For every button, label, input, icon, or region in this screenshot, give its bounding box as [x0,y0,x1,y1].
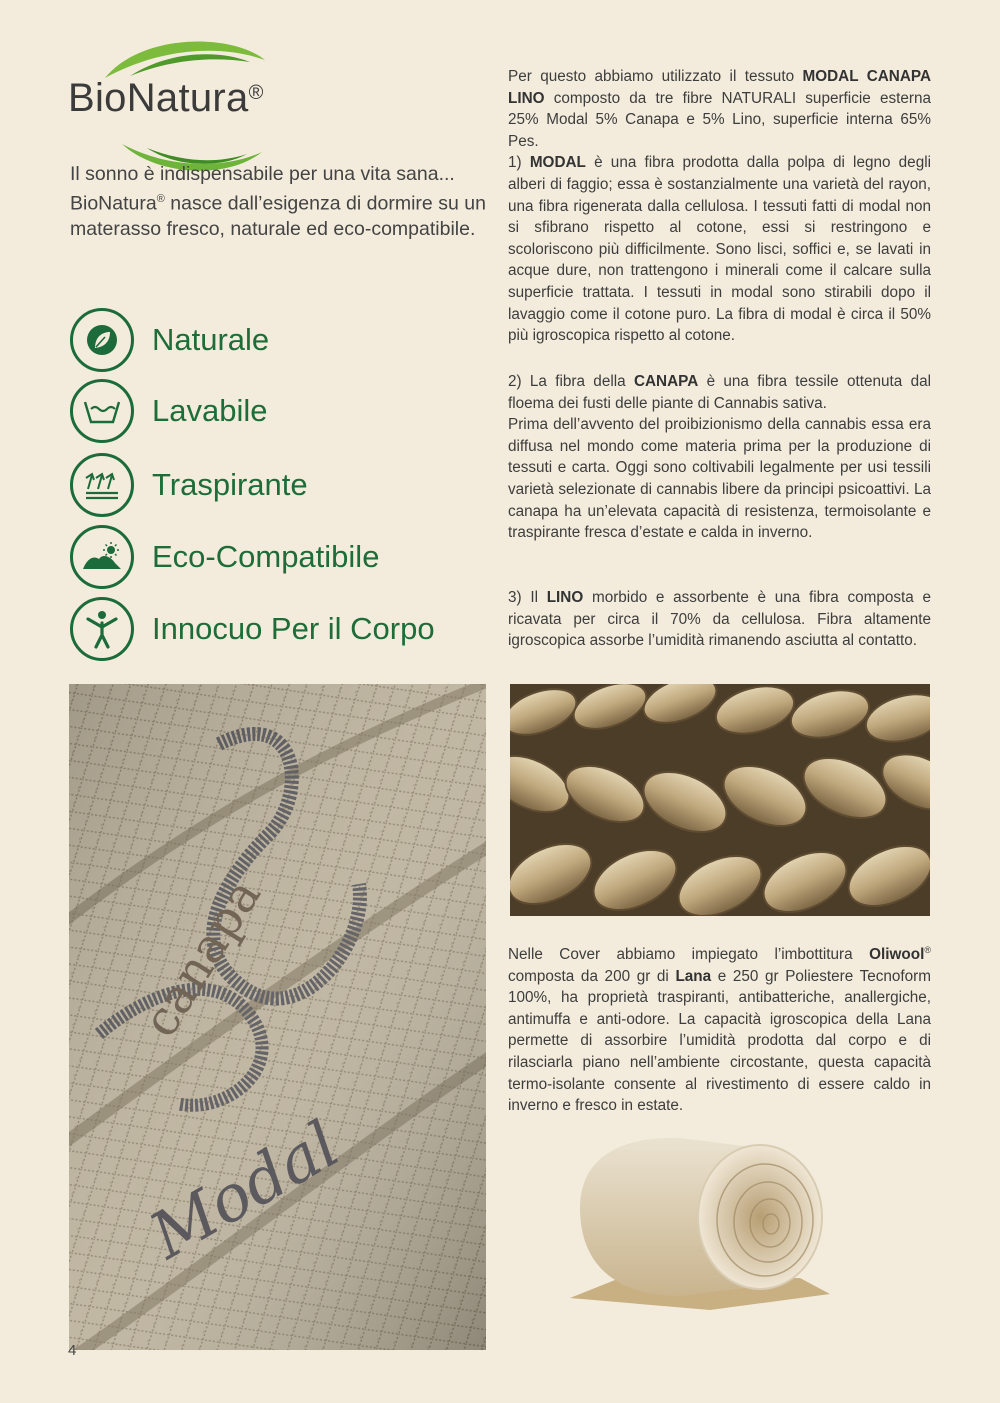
eco-landscape-icon [70,525,134,589]
page-number: 4 [68,1342,77,1359]
bionatura-logo [62,38,312,148]
feature-innocuo: Innocuo Per il Corpo [70,595,435,663]
breathable-icon [70,453,134,517]
feature-naturale: Naturale [70,306,269,374]
oliwool-description: Nelle Cover abbiamo impiegato l’imbottitura Oliwool® composta da 200 gr di Lana e 250 gr Poliestere Tecnoform 100%, ha proprietà traspiranti, antibatteriche, anallergiche, antimuffa e anti-odore. La capacità igroscopica della Lana permette di assorbire l’umidità prodotta dal corpo e di rilasciarla piano nell’ambiente circostante, questa capacità termo-isolante consente al rivestimento di essere caldo in inverno e fresco in estate. [508,945,931,1115]
feature-lavabile: Lavabile [70,377,267,445]
lino-description: 3) Il LINO morbido e assorbente è una fibra composta e ricavata per circa il 70% da cellulosa. Fibra altamente igroscopica assorbe l’umidità rimanendo asciutta al contatto. [508,589,932,650]
fabric-description: Per questo abbiamo utilizzato il tessuto MODAL CANAPA LINO composto da tre fibre NATURALI superficie esterna 25% Modal 5% Canapa e 5% Lino, superficie interna 65% Pes. 1) MODAL è una fibra prodotta dalla polpa di legno degli alberi di faggio; essa è sostanzialmente una varietà del rayon, una fibra rigenerata dalla cellulosa. I tessuti fatti di modal non si sfibrano rispetto al cotone, essi si restringono e scoloriscono più difficilmente. Sono lisci, soffici e, se lavati in acque dure, non trattengono i minerali come il calcare sulla superficie trattata. I tessuti in modal sono stirabili dopo il lavaggio come il cotone puro. La fibra di modal è circa il 50% più igroscopica rispetto al cotone. [508,68,931,345]
fabric-closeup-photo [69,684,486,1350]
feature-eco-compatibile: Eco-Compatibile [70,523,379,591]
human-body-icon [70,597,134,661]
washing-icon [70,379,134,443]
wool-padding-roll-image [560,1128,840,1318]
leaf-swoosh-top-icon [100,40,270,80]
leaf-icon [70,308,134,372]
feature-traspirante: Traspirante [70,451,308,519]
brand-name: BioNatura® [68,76,264,120]
intro-text: Il sonno è indispensabile per una vita sana... BioNatura® nasce dall’esigenza di dormire su un materasso fresco, naturale ed eco-compatibile. [70,163,486,240]
canapa-description: 2) La fibra della CANAPA è una fibra tessile ottenuta dal floema dei fusti delle piante di Cannabis sativa. Prima dell’avvento del proibizionismo della cannabis essa era diffusa nel mondo come materia prima per la produzione di tessuti e carta. Oggi sono coltivabili legalmente per usi tessili varietà selezionate di cannabis libere da principi psicoattivi. La canapa ha un’elevata capacità di resistenza, termoisolante e traspirante fresca d’estate e calda in inverno. [508,373,931,542]
hemp-rope-photo [510,684,930,916]
